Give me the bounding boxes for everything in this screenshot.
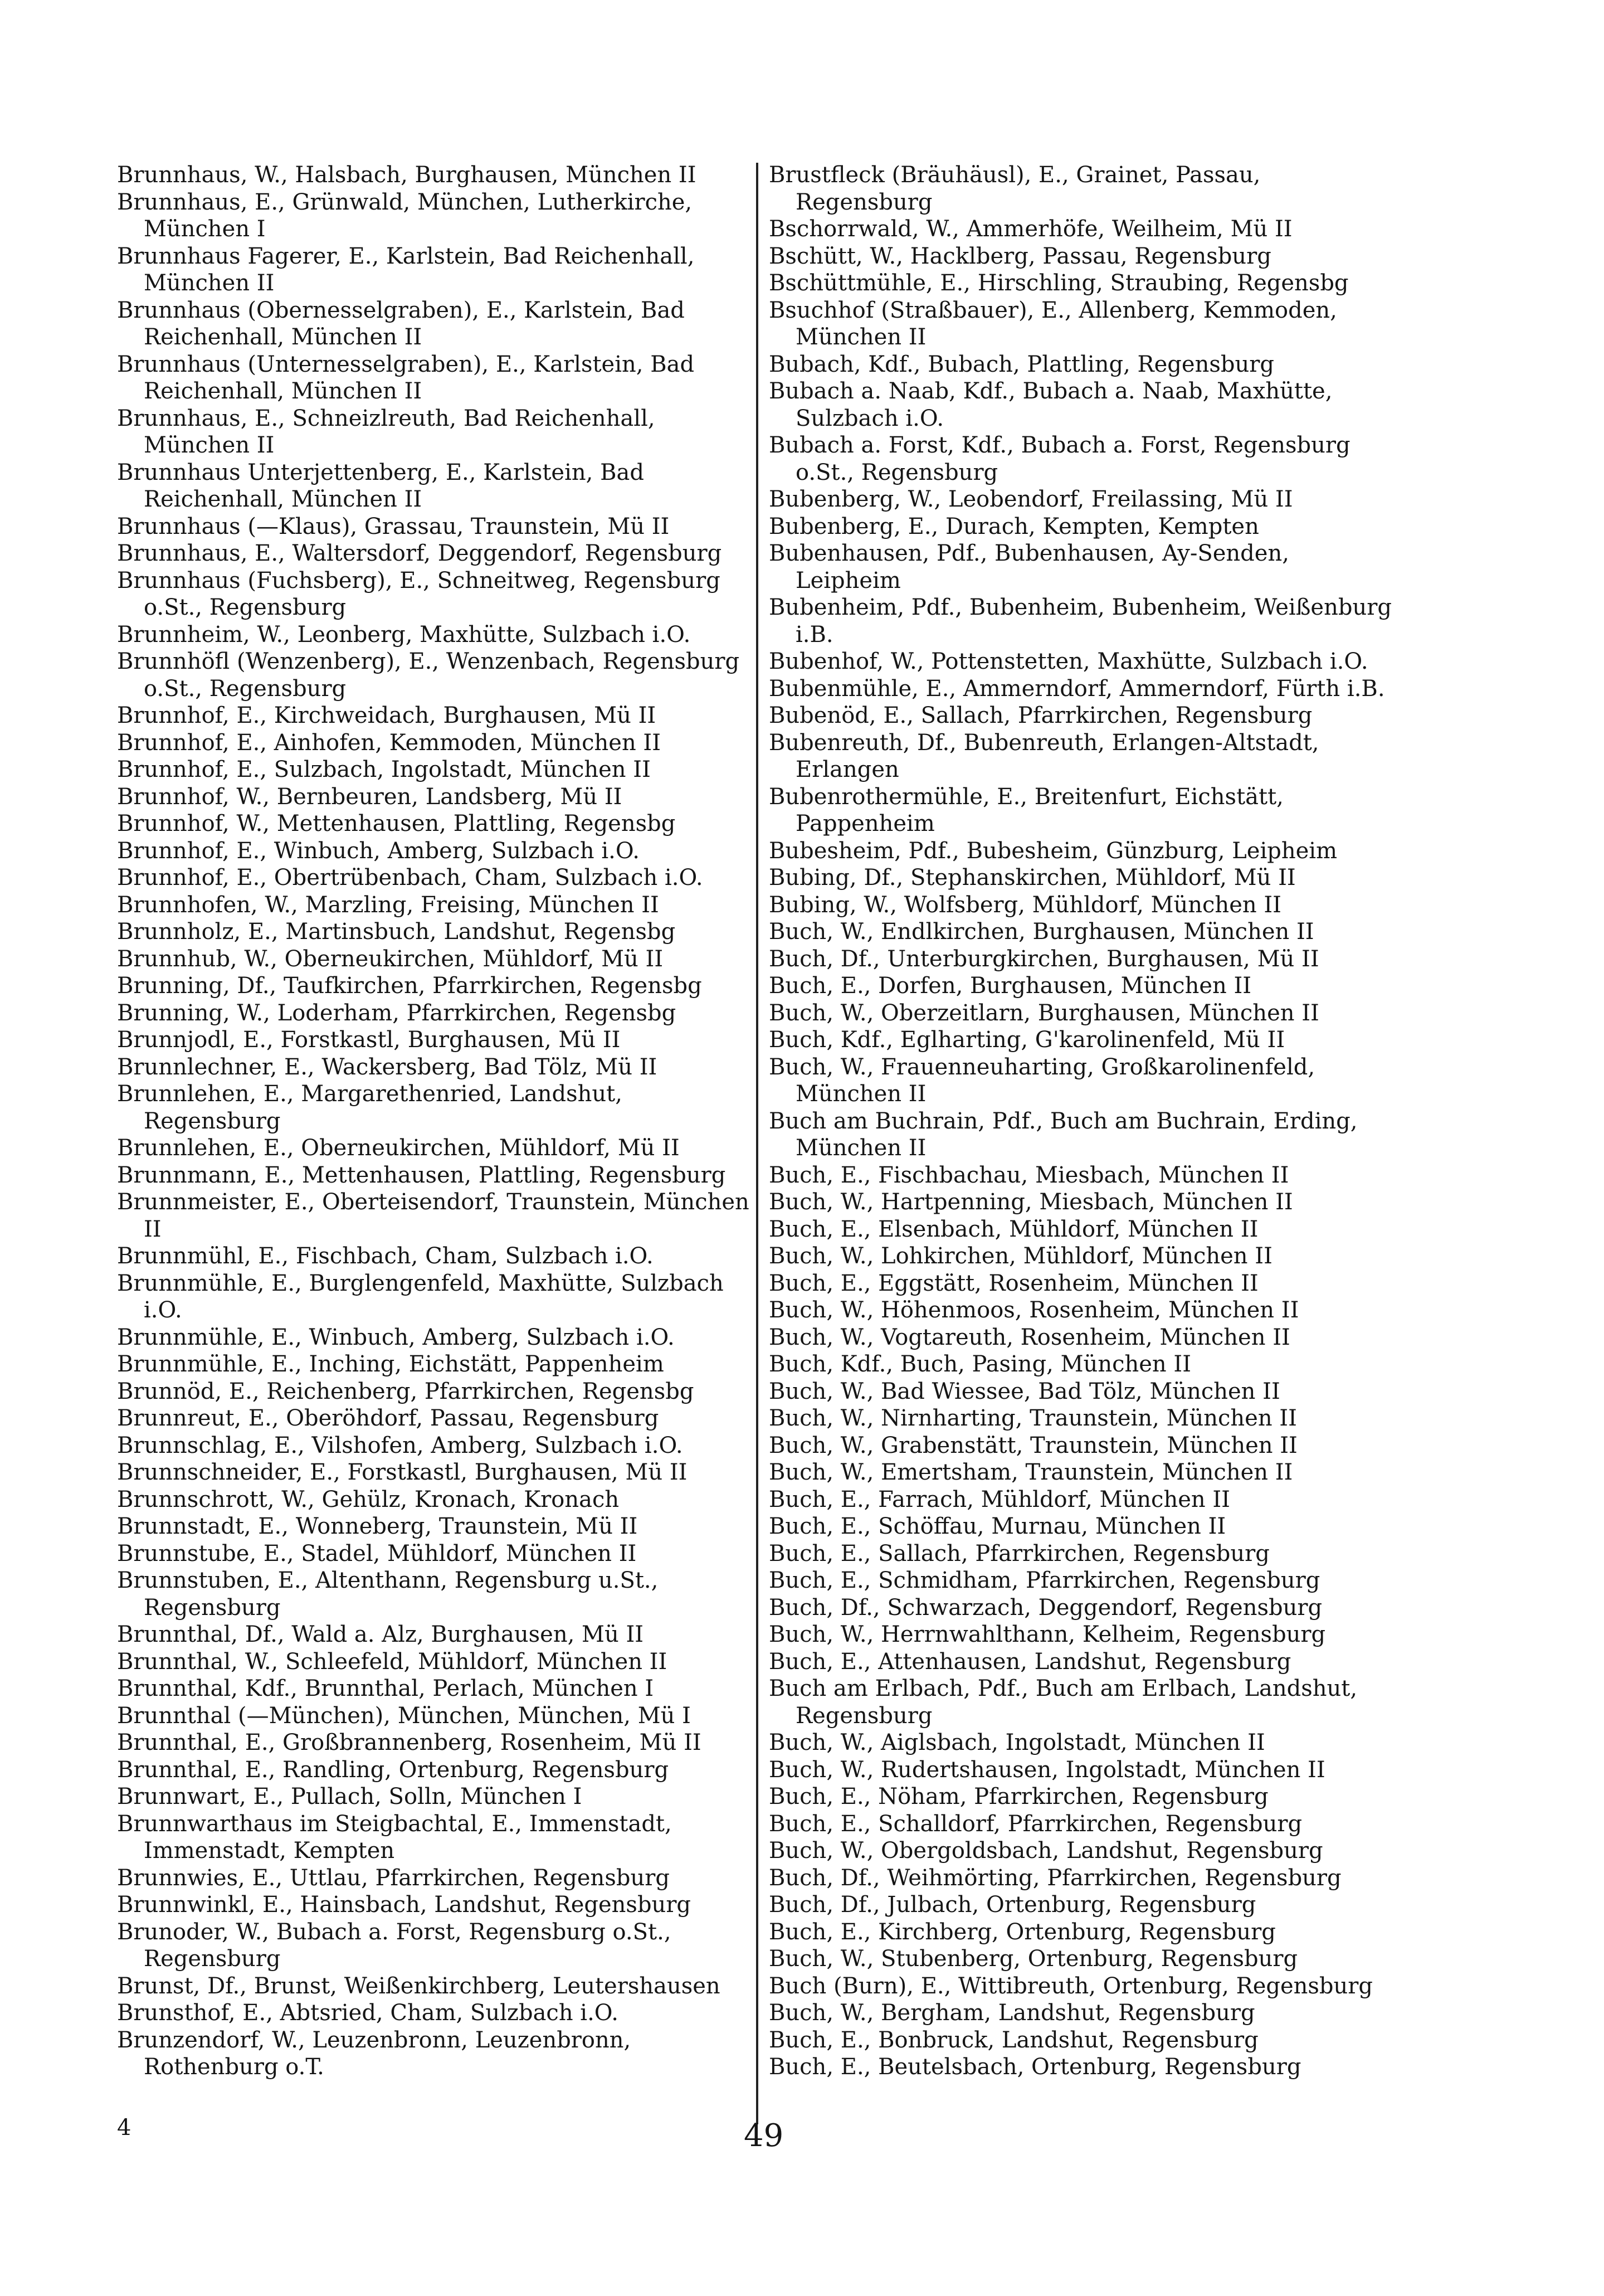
place-entry: Bubesheim, Pdf., Bubesheim, Günzburg, Leipheim	[769, 838, 1337, 864]
place-entry: Brustfleck (Bräuhäusl), E., Grainet, Passau, Regensburg	[769, 162, 1261, 215]
place-entry: Brunnhaus (—Klaus), Grassau, Traunstein, Mü II	[117, 513, 670, 539]
place-entry: Brunnthal (—München), München, München, Mü I	[117, 1702, 691, 1729]
place-entry: Buch, W., Obergoldsbach, Landshut, Regensburg	[769, 1838, 1323, 1864]
place-entry: Brunning, W., Loderham, Pfarrkirchen, Regensbg	[117, 1000, 676, 1026]
place-entry: Bubenöd, E., Sallach, Pfarrkirchen, Regensburg	[769, 703, 1313, 728]
place-entry: Bubenberg, W., Leobendorf, Freilassing, Mü II	[769, 487, 1293, 512]
place-entry: Brunnhof, E., Winbuch, Amberg, Sulzbach i.O.	[117, 838, 640, 864]
place-entry: Buch am Buchrain, Pdf., Buch am Buchrain, Erding, München II	[769, 1108, 1358, 1161]
place-entry: Brunnmühle, E., Burglengenfeld, Maxhütte, Sulzbach i.O.	[117, 1270, 724, 1323]
place-entry: Buch, Kdf., Eglharting, G'karolinenfeld, Mü II	[769, 1027, 1285, 1053]
place-entry: Brunnschlag, E., Vilshofen, Amberg, Sulzbach i.O.	[117, 1432, 683, 1458]
place-entry: Brunnhaus (Obernesselgraben), E., Karlstein, Bad Reichenhall, München II	[117, 297, 685, 350]
left-entry-column	[117, 162, 749, 2081]
place-entry: Brunnhof, E., Sulzbach, Ingolstadt, München II	[117, 757, 651, 782]
place-entry: Brunnthal, E., Großbrannenberg, Rosenheim, Mü II	[117, 1730, 701, 1755]
place-entry: Bsuchhof (Straßbauer), E., Allenberg, Kemmoden, München II	[769, 297, 1337, 350]
place-entry: Buch, W., Rudertshausen, Ingolstadt, München II	[769, 1757, 1325, 1783]
place-entry: Brunnreut, E., Oberöhdorf, Passau, Regensburg	[117, 1405, 659, 1431]
place-entry: Brunnöd, E., Reichenberg, Pfarrkirchen, Regensbg	[117, 1378, 694, 1404]
sheet-signature: 4	[117, 2115, 131, 2141]
place-entry: Buch, E., Elsenbach, Mühldorf, München II	[769, 1216, 1259, 1242]
place-entry: Buch am Erlbach, Pdf., Buch am Erlbach, Landshut, Regensburg	[769, 1676, 1358, 1729]
place-entry: Buch, W., Oberzeitlarn, Burghausen, München II	[769, 1000, 1319, 1026]
place-entry: Buch, W., Emertsham, Traunstein, München II	[769, 1460, 1293, 1485]
place-entry: Buch, E., Farrach, Mühldorf, München II	[769, 1486, 1230, 1512]
place-entry: Bubach a. Forst, Kdf., Bubach a. Forst, Regensburg o.St., Regensburg	[769, 432, 1351, 485]
place-entry: Bubach a. Naab, Kdf., Bubach a. Naab, Maxhütte, Sulzbach i.O.	[769, 378, 1333, 431]
place-entry: Buch, W., Herrnwahlthann, Kelheim, Regensburg	[769, 1622, 1326, 1647]
place-entry: Brunnheim, W., Leonberg, Maxhütte, Sulzbach i.O.	[117, 621, 691, 648]
place-entry: Buch, W., Hartpenning, Miesbach, München II	[769, 1189, 1293, 1215]
place-entry: Brunnholz, E., Martinsbuch, Landshut, Regensbg	[117, 919, 676, 945]
place-entry: Buch, W., Stubenberg, Ortenburg, Regensburg	[769, 1946, 1298, 1972]
place-entry: Brunsthof, E., Abtsried, Cham, Sulzbach i.O.	[117, 2000, 618, 2026]
place-entry: Brunnhofen, W., Marzling, Freising, München II	[117, 892, 659, 918]
place-entry: Brunnhöfl (Wenzenberg), E., Wenzenbach, Regensburg o.St., Regensburg	[117, 649, 740, 702]
place-entry: Buch, W., Frauenneuharting, Großkarolinenfeld, München II	[769, 1054, 1315, 1107]
place-entry: Brunnhof, W., Mettenhausen, Plattling, Regensbg	[117, 811, 676, 836]
column-divider	[756, 163, 758, 2124]
place-entry: Brunnwarthaus im Steigbachtal, E., Immenstadt, Immenstadt, Kempten	[117, 1811, 672, 1864]
place-entry: Brunst, Df., Brunst, Weißenkirchberg, Leutershausen	[117, 1973, 720, 1999]
place-entry: Bubenrothermühle, E., Breitenfurt, Eichstätt, Pappenheim	[769, 784, 1284, 836]
place-entry: Brunnstube, E., Stadel, Mühldorf, München II	[117, 1540, 637, 1567]
place-entry: Brunnhub, W., Oberneukirchen, Mühldorf, Mü II	[117, 946, 664, 972]
place-entry: Buch, W., Nirnharting, Traunstein, München II	[769, 1405, 1297, 1431]
place-entry: Buch, W., Aiglsbach, Ingolstadt, München II	[769, 1730, 1265, 1755]
place-entry: Brunnhof, E., Ainhofen, Kemmoden, München II	[117, 729, 661, 756]
place-entry: Brunnhaus Unterjettenberg, E., Karlstein, Bad Reichenhall, München II	[117, 459, 644, 512]
place-entry: Buch, W., Vogtareuth, Rosenheim, München II	[769, 1324, 1290, 1350]
place-entry: Brunnhaus Fagerer, E., Karlstein, Bad Reichenhall, München II	[117, 243, 695, 296]
place-entry: Brunnwart, E., Pullach, Solln, München I	[117, 1784, 582, 1809]
place-entry: Brunnhaus, E., Waltersdorf, Deggendorf, Regensburg	[117, 541, 722, 566]
place-entry: Brunnthal, Kdf., Brunnthal, Perlach, München I	[117, 1676, 654, 1701]
place-entry: Bubing, Df., Stephanskirchen, Mühldorf, Mü II	[769, 865, 1296, 891]
place-entry: Buch, Df., Weihmörting, Pfarrkirchen, Regensburg	[769, 1865, 1342, 1891]
place-entry: Buch, Df., Schwarzach, Deggendorf, Regensburg	[769, 1594, 1323, 1621]
place-entry: Buch, W., Höhenmoos, Rosenheim, München II	[769, 1297, 1299, 1323]
place-entry: Brunnstadt, E., Wonneberg, Traunstein, Mü II	[117, 1514, 638, 1539]
place-entry: Buch, W., Bergham, Landshut, Regensburg	[769, 2000, 1255, 2026]
place-entry: Bschüttmühle, E., Hirschling, Straubing, Regensbg	[769, 270, 1349, 296]
place-entry: Brunnhof, E., Kirchweidach, Burghausen, Mü II	[117, 703, 656, 728]
place-entry: Bubenhausen, Pdf., Bubenhausen, Ay-Senden, Leipheim	[769, 541, 1289, 594]
place-entry: Brunnlehen, E., Margarethenried, Landshut, Regensburg	[117, 1081, 622, 1134]
place-entry: Brunnhaus, E., Schneizlreuth, Bad Reichenhall, München II	[117, 405, 655, 458]
right-entry-column	[769, 162, 1401, 2081]
place-entry: Buch, Df., Unterburgkirchen, Burghausen, Mü II	[769, 946, 1319, 972]
place-entry: Bubenberg, E., Durach, Kempten, Kempten	[769, 513, 1259, 539]
place-entry: Bubenheim, Pdf., Bubenheim, Bubenheim, Weißenburg i.B.	[769, 595, 1392, 648]
place-entry: Buch, E., Attenhausen, Landshut, Regensburg	[769, 1648, 1291, 1675]
place-entry: Bubing, W., Wolfsberg, Mühldorf, München II	[769, 892, 1281, 918]
place-entry: Buch, E., Fischbachau, Miesbach, München II	[769, 1162, 1289, 1188]
place-entry: Buch, E., Eggstätt, Rosenheim, München II	[769, 1270, 1259, 1296]
place-entry: Bubenmühle, E., Ammerndorf, Ammerndorf, Fürth i.B.	[769, 675, 1385, 702]
place-entry: Buch, Kdf., Buch, Pasing, München II	[769, 1351, 1191, 1377]
place-entry: Brunnhaus (Unternesselgraben), E., Karlstein, Bad Reichenhall, München II	[117, 351, 695, 404]
place-entry: Brunzendorf, W., Leuzenbronn, Leuzenbronn, Rothenburg o.T.	[117, 2027, 631, 2080]
place-entry: Bubenhof, W., Pottenstetten, Maxhütte, Sulzbach i.O.	[769, 649, 1368, 674]
place-entry: Buch, E., Nöham, Pfarrkirchen, Regensburg	[769, 1784, 1269, 1809]
place-entry: Bschütt, W., Hacklberg, Passau, Regensburg	[769, 243, 1271, 269]
place-entry: Buch, E., Beutelsbach, Ortenburg, Regensburg	[769, 2054, 1301, 2080]
place-entry: Buch, E., Dorfen, Burghausen, München II	[769, 973, 1252, 999]
place-entry: Buch, W., Grabenstätt, Traunstein, München II	[769, 1432, 1298, 1458]
place-entry: Buch, Df., Julbach, Ortenburg, Regensburg	[769, 1892, 1256, 1918]
place-entry: Brunnhof, E., Obertrübenbach, Cham, Sulzbach i.O.	[117, 865, 703, 891]
place-entry: Brunnlechner, E., Wackersberg, Bad Tölz, Mü II	[117, 1054, 657, 1080]
place-entry: Bubenreuth, Df., Bubenreuth, Erlangen-Altstadt, Erlangen	[769, 729, 1319, 782]
place-entry: Brunnmann, E., Mettenhausen, Plattling, Regensburg	[117, 1162, 726, 1188]
place-entry: Brunnwies, E., Uttlau, Pfarrkirchen, Regensburg	[117, 1865, 670, 1891]
page-number: 49	[744, 2118, 784, 2154]
place-entry: Brunning, Df., Taufkirchen, Pfarrkirchen, Regensbg	[117, 973, 702, 999]
place-entry: Buch, W., Bad Wiessee, Bad Tölz, München II	[769, 1378, 1280, 1404]
place-entry: Brunnmühle, E., Inching, Eichstätt, Pappenheim	[117, 1351, 664, 1377]
place-entry: Buch, E., Sallach, Pfarrkirchen, Regensburg	[769, 1540, 1270, 1567]
place-entry: Brunnhaus (Fuchsberg), E., Schneitweg, Regensburg o.St., Regensburg	[117, 567, 720, 620]
place-entry: Brunnthal, E., Randling, Ortenburg, Regensburg	[117, 1757, 669, 1783]
place-entry: Buch, W., Lohkirchen, Mühldorf, München II	[769, 1243, 1273, 1269]
place-entry: Bschorrwald, W., Ammerhöfe, Weilheim, Mü II	[769, 216, 1293, 242]
place-entry: Brunnschrott, W., Gehülz, Kronach, Kronach	[117, 1486, 620, 1512]
place-entry: Brunnjodl, E., Forstkastl, Burghausen, Mü II	[117, 1027, 621, 1053]
place-entry: Brunoder, W., Bubach a. Forst, Regensburg o.St., Regensburg	[117, 1919, 671, 1972]
place-entry: Buch, E., Bonbruck, Landshut, Regensburg	[769, 2027, 1259, 2053]
place-entry: Brunnmeister, E., Oberteisendorf, Traunstein, München II	[117, 1189, 749, 1242]
place-entry: Buch, E., Kirchberg, Ortenburg, Regensburg	[769, 1919, 1276, 1945]
place-entry: Brunnhaus, E., Grünwald, München, Lutherkirche, München I	[117, 189, 693, 242]
place-entry: Brunnschneider, E., Forstkastl, Burghausen, Mü II	[117, 1460, 688, 1485]
place-entry: Buch, E., Schöffau, Murnau, München II	[769, 1514, 1226, 1539]
place-entry: Brunnhof, W., Bernbeuren, Landsberg, Mü II	[117, 784, 622, 810]
place-entry: Brunnmühl, E., Fischbach, Cham, Sulzbach i.O.	[117, 1243, 654, 1269]
place-entry: Buch, E., Schalldorf, Pfarrkirchen, Regensburg	[769, 1811, 1303, 1837]
place-entry: Bubach, Kdf., Bubach, Plattling, Regensburg	[769, 351, 1274, 377]
place-entry: Brunnmühle, E., Winbuch, Amberg, Sulzbach i.O.	[117, 1324, 675, 1350]
place-entry: Brunnthal, W., Schleefeld, Mühldorf, München II	[117, 1648, 667, 1675]
place-entry: Brunnstuben, E., Altenthann, Regensburg u.St., Regensburg	[117, 1568, 659, 1621]
place-entry: Buch, W., Endlkirchen, Burghausen, München II	[769, 919, 1314, 945]
place-entry: Brunnlehen, E., Oberneukirchen, Mühldorf, Mü II	[117, 1135, 680, 1161]
place-entry: Brunnthal, Df., Wald a. Alz, Burghausen, Mü II	[117, 1622, 644, 1647]
place-entry: Buch, E., Schmidham, Pfarrkirchen, Regensburg	[769, 1568, 1320, 1593]
place-entry: Brunnhaus, W., Halsbach, Burghausen, München II	[117, 162, 696, 188]
place-entry: Buch (Burn), E., Wittibreuth, Ortenburg, Regensburg	[769, 1973, 1373, 1999]
place-entry: Brunnwinkl, E., Hainsbach, Landshut, Regensburg	[117, 1892, 691, 1918]
